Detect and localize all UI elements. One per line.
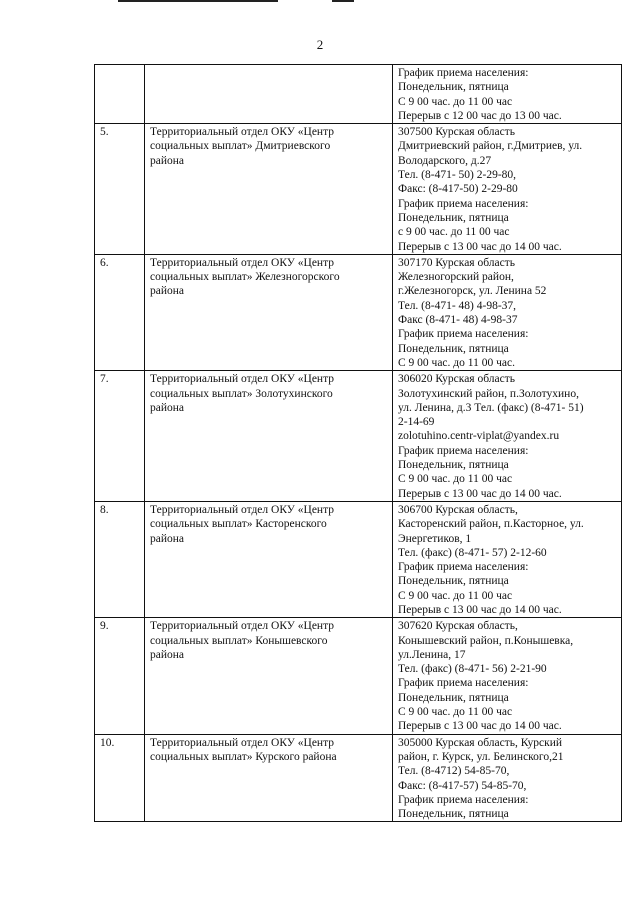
contact-info-line: Володарского, д.27 bbox=[398, 154, 492, 167]
page-number: 2 bbox=[316, 37, 324, 52]
offices-table bbox=[94, 64, 622, 822]
row-number: 7. bbox=[95, 371, 145, 502]
contact-info-line: Понедельник, пятница bbox=[398, 459, 509, 472]
office-name-line: социальных выплат» Касторенского bbox=[150, 518, 327, 531]
contact-info-line: С 9 00 час. до 11 00 час bbox=[398, 473, 513, 486]
office-name-line: Территориальный отдел ОКУ «Центр bbox=[150, 620, 335, 633]
contact-info-line: 307620 Курская область, bbox=[398, 620, 518, 633]
contact-info-line: С 9 00 час. до 11 00 час bbox=[398, 706, 513, 719]
contact-info-line: 306700 Курская область, bbox=[398, 503, 518, 516]
office-name-line: района bbox=[150, 648, 185, 661]
contact-info-line: Факс: (8-417-57) 54-85-70, bbox=[398, 779, 527, 792]
contact-info-line: Энергетиков, 1 bbox=[398, 532, 472, 545]
contact-info-line: Тел. (факс) (8-471- 57) 2-12-60 bbox=[398, 546, 547, 559]
office-name-line: района bbox=[150, 401, 185, 414]
contact-info-line: Факс: (8-417-50) 2-29-80 bbox=[398, 183, 518, 196]
contact-info-cell bbox=[393, 124, 622, 255]
office-name-cell bbox=[145, 65, 393, 124]
contact-info-line: Перерыв с 13 00 час до 14 00 час. bbox=[398, 240, 562, 253]
table-row bbox=[95, 124, 622, 255]
contact-info-cell bbox=[393, 501, 622, 617]
contact-info-line: Перерыв с 12 00 час до 13 00 час. bbox=[398, 109, 562, 122]
contact-info-line: Понедельник, пятница bbox=[398, 81, 509, 94]
office-name-line: Территориальный отдел ОКУ «Центр bbox=[150, 503, 335, 516]
contact-info-line: ул. Ленина, д.3 Тел. (факс) (8-471- 51) bbox=[398, 401, 584, 414]
contact-info-line: Тел. (8-471- 48) 4-98-37, bbox=[398, 299, 517, 312]
contact-info-line: Перерыв с 13 00 час до 14 00 час. bbox=[398, 720, 562, 733]
office-name-line: Территориальный отдел ОКУ «Центр bbox=[150, 256, 335, 269]
contact-info-cell bbox=[393, 618, 622, 734]
contact-info-line: График приема населения: bbox=[398, 677, 529, 690]
row-number: 8. bbox=[95, 501, 145, 617]
contact-info-line: С 9 00 час. до 11 00 час bbox=[398, 95, 513, 108]
table-row bbox=[95, 65, 622, 124]
office-name-cell bbox=[145, 371, 393, 502]
scan-artifact-left bbox=[118, 0, 278, 2]
contact-info-line: 307170 Курская область bbox=[398, 256, 515, 269]
contact-info-cell bbox=[393, 734, 622, 822]
office-name-line: Территориальный отдел ОКУ «Центр bbox=[150, 373, 335, 386]
contact-info-line: Перерыв с 13 00 час до 14 00 час. bbox=[398, 603, 562, 616]
table-row bbox=[95, 501, 622, 617]
row-number: 9. bbox=[95, 618, 145, 734]
offices-table-body bbox=[95, 65, 622, 822]
contact-info-line: График приема населения: bbox=[398, 561, 529, 574]
contact-info-line: с 9 00 час. до 11 00 час bbox=[398, 226, 510, 239]
row-number: 10. bbox=[95, 734, 145, 822]
office-name-line: Территориальный отдел ОКУ «Центр bbox=[150, 126, 335, 139]
contact-info-line: Понедельник, пятница bbox=[398, 211, 509, 224]
office-name-line: Территориальный отдел ОКУ «Центр bbox=[150, 736, 335, 749]
office-name-cell bbox=[145, 734, 393, 822]
office-name-cell bbox=[145, 254, 393, 370]
office-name-line: социальных выплат» Железногорского bbox=[150, 271, 340, 284]
contact-info-line: График приема населения: bbox=[398, 328, 529, 341]
contact-info-cell bbox=[393, 371, 622, 502]
office-name-line: социальных выплат» Дмитриевского bbox=[150, 140, 331, 153]
contact-info-line: Перерыв с 13 00 час до 14 00 час. bbox=[398, 487, 562, 500]
office-name-line: района bbox=[150, 285, 185, 298]
scan-artifact-right bbox=[332, 0, 354, 2]
office-name-cell bbox=[145, 618, 393, 734]
contact-info-cell bbox=[393, 254, 622, 370]
contact-info-line: Понедельник, пятница bbox=[398, 342, 509, 355]
contact-info-line: Тел. (8-471- 50) 2-29-80, bbox=[398, 169, 517, 182]
contact-info-line: Конышевский район, п.Конышевка, bbox=[398, 634, 574, 647]
table-row bbox=[95, 618, 622, 734]
contact-info-line: Понедельник, пятница bbox=[398, 575, 509, 588]
contact-info-line: Понедельник, пятница bbox=[398, 808, 509, 821]
contact-info-line: г.Железногорск, ул. Ленина 52 bbox=[398, 285, 547, 298]
contact-info-line: С 9 00 час. до 11 00 час bbox=[398, 589, 513, 602]
office-name-line: района bbox=[150, 154, 185, 167]
contact-info-line: График приема населения: bbox=[398, 197, 529, 210]
contact-info-line: С 9 00 час. до 11 00 час. bbox=[398, 356, 515, 369]
contact-info-line: График приема населения: bbox=[398, 444, 529, 457]
row-number bbox=[95, 65, 145, 124]
contact-info-line: 2-14-69 bbox=[398, 416, 435, 429]
office-name-line: социальных выплат» Золотухинского bbox=[150, 387, 333, 400]
contact-info-line: График приема населения: bbox=[398, 793, 529, 806]
office-name-line: социальных выплат» Конышевского bbox=[150, 634, 328, 647]
office-name-cell bbox=[145, 501, 393, 617]
office-name-line: социальных выплат» Курского района bbox=[150, 750, 337, 763]
contact-info-line: Золотухинский район, п.Золотухино, bbox=[398, 387, 579, 400]
contact-info-line: Касторенский район, п.Касторное, ул. bbox=[398, 518, 584, 531]
contact-info-line: Тел. (факс) (8-471- 56) 2-21-90 bbox=[398, 663, 547, 676]
table-row bbox=[95, 371, 622, 502]
table-row bbox=[95, 254, 622, 370]
contact-info-line: Понедельник, пятница bbox=[398, 691, 509, 704]
contact-info-line: район, г. Курск, ул. Белинского,21 bbox=[398, 750, 564, 763]
contact-info-line: Факс (8-471- 48) 4-98-37 bbox=[398, 314, 518, 327]
contact-info-line: zolotuhino.centr-viplat@yandex.ru bbox=[398, 430, 560, 443]
contact-info-line: 305000 Курская область, Курский bbox=[398, 736, 563, 749]
table-row bbox=[95, 734, 622, 822]
office-name-line: района bbox=[150, 532, 185, 545]
row-number: 5. bbox=[95, 124, 145, 255]
contact-info-line: Дмитриевский район, г.Дмитриев, ул. bbox=[398, 140, 583, 153]
contact-info-line: ул.Ленина, 17 bbox=[398, 648, 466, 661]
office-name-cell bbox=[145, 124, 393, 255]
contact-info-cell bbox=[393, 65, 622, 124]
contact-info-line: Тел. (8-4712) 54-85-70, bbox=[398, 765, 510, 778]
contact-info-line: 307500 Курская область bbox=[398, 126, 515, 139]
contact-info-line: График приема населения: bbox=[398, 67, 529, 79]
contact-info-line: 306020 Курская область bbox=[398, 373, 515, 386]
row-number: 6. bbox=[95, 254, 145, 370]
contact-info-line: Железногорский район, bbox=[398, 271, 514, 284]
